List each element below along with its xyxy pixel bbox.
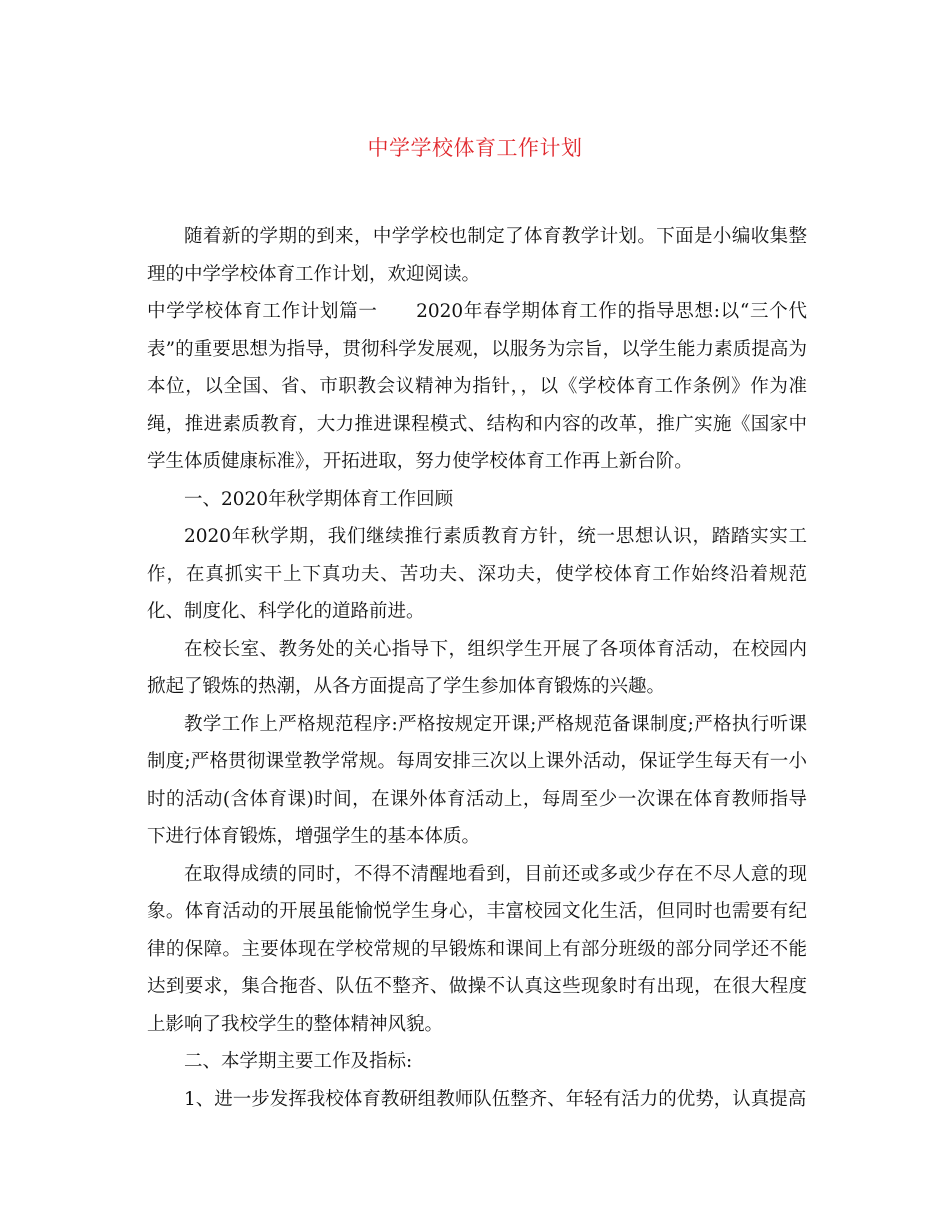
teaching-paragraph: 教学工作上严格规范程序:严格按规定开课;严格规范备课制度;严格执行听课制度;严格贯彻课堂教学常规。每周安排三次以上课外活动，保证学生每天有一小时的活动(含体育课)时间，在课外体育活动上，每周至少一次课在体育教师指导下进行体育锻炼，增强学生的基本体质。 (147, 713, 807, 847)
intro-paragraph: 随着新的学期的到来，中学学校也制定了体育教学计划。下面是小编收集整理的中学学校体育工作计划，欢迎阅读。 (147, 226, 807, 285)
section-heading-tasks: 二、本学期主要工作及指标: (184, 1051, 413, 1072)
activities-paragraph: 在校长室、教务处的关心指导下，组织学生开展了各项体育活动，在校园内掀起了锻炼的热潮，从各方面提高了学生参加体育锻炼的兴趣。 (147, 638, 807, 697)
review-paragraph: 2020年秋学期，我们继续推行素质教育方针，统一思想认识，踏踏实实工作，在真抓实干上下真功夫、苦功夫、深功夫，使学校体育工作始终沿着规范化、制度化、科学化的道路前进。 (147, 526, 807, 622)
section-heading-review: 一、2020年秋学期体育工作回顾 (184, 488, 454, 510)
issues-paragraph: 在取得成绩的同时，不得不清醒地看到，目前还或多或少存在不尽人意的现象。体育活动的开展虽能愉悦学生身心，丰富校园文化生活，但同时也需要有纪律的保障。主要体现在学校常规的早锻炼和课间上有部分班级的部分同学还不能达到要求，集合拖沓、队伍不整齐、做操不认真这些现象时有出现，在很大程度上影响了我校学生的整体精神风貌。 (147, 863, 807, 1035)
plan-guiding-paragraph: 中学学校体育工作计划篇一 2020年春学期体育工作的指导思想:以“三个代表”的重要思想为指导，贯彻科学发展观，以服务为宗旨，以学生能力素质提高为本位，以全国、省、市职教会议精神为指针，，以《学校体育工作条例》作为准绳，推进素质教育，大力推进课程模式、结构和内容的改革，推广实施《国家中学生体质健康标准》，开拓进取，努力使学校体育工作再上新台阶。 (147, 301, 807, 472)
task-item-1: 1、进一步发挥我校体育教研组教师队伍整齐、年轻有活力的优势，认真提高 (184, 1088, 807, 1110)
document-title: 中学学校体育工作计划 (367, 136, 583, 160)
document-body (147, 218, 807, 1118)
